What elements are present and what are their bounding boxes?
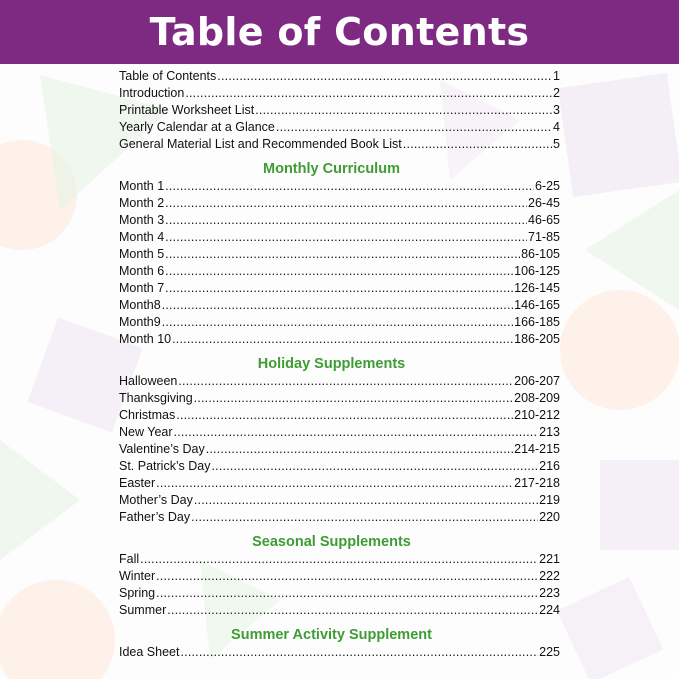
section-list-summer-activity-supplement	[119, 645, 560, 662]
toc-entry-page: 2	[553, 86, 560, 100]
dot-leader	[276, 120, 552, 134]
toc-entry-page: 221	[539, 552, 560, 566]
toc-entry[interactable]	[119, 569, 560, 586]
toc-entry-page: 223	[539, 586, 560, 600]
toc-entry-page: 46-65	[528, 213, 560, 227]
toc-entry-label: Month 4	[119, 230, 165, 244]
section-heading-summer-activity-supplement: Summer Activity Supplement	[231, 627, 432, 643]
title-banner	[0, 0, 679, 64]
toc-entry[interactable]	[119, 264, 560, 281]
toc-entry-label: Table of Contents	[119, 69, 217, 83]
toc-entry-label: Halloween	[119, 374, 178, 388]
toc-entry-page: 5	[553, 137, 560, 151]
toc-entry-label: Father’s Day	[119, 510, 191, 524]
dot-leader	[206, 442, 513, 456]
section-list-seasonal-supplements	[119, 552, 560, 620]
section-heading-monthly-curriculum: Monthly Curriculum	[263, 161, 400, 177]
toc-entry-page: 206-207	[514, 374, 560, 388]
dot-leader	[156, 586, 538, 600]
dot-leader	[178, 374, 513, 388]
toc-entry[interactable]	[119, 69, 560, 86]
toc-entry[interactable]	[119, 408, 560, 425]
toc-entry[interactable]	[119, 230, 560, 247]
toc-entry-label: Month9	[119, 315, 161, 329]
dot-leader	[165, 196, 527, 210]
toc-entry-page: 224	[539, 603, 560, 617]
toc-entry-label: Valentine’s Day	[119, 442, 205, 456]
dot-leader	[162, 298, 513, 312]
toc-entry-page: 213	[539, 425, 560, 439]
toc-entry-page: 26-45	[528, 196, 560, 210]
toc-entry[interactable]	[119, 137, 560, 154]
toc-entry-label: Mother’s Day	[119, 493, 193, 507]
toc-entry-page: 3	[553, 103, 560, 117]
toc-entry-label: Month 10	[119, 332, 172, 346]
dot-leader	[165, 247, 520, 261]
toc-entry-label: Thanksgiving	[119, 391, 193, 405]
toc-entry-page: 126-145	[514, 281, 560, 295]
toc-entry[interactable]	[119, 281, 560, 298]
section-heading-holiday-supplements: Holiday Supplements	[257, 356, 406, 372]
toc-entry[interactable]	[119, 391, 560, 408]
toc-entry[interactable]	[119, 510, 560, 527]
front-matter-list	[119, 69, 560, 154]
toc-entry[interactable]	[119, 374, 560, 391]
bg-square-shape	[557, 577, 663, 679]
toc-entry-label: St. Patrick’s Day	[119, 459, 211, 473]
toc-entry[interactable]	[119, 86, 560, 103]
toc-entry[interactable]	[119, 476, 560, 493]
toc-entry-label: Idea Sheet	[119, 645, 180, 659]
dot-leader	[174, 425, 539, 439]
toc-entry-label: Fall	[119, 552, 140, 566]
toc-entry-label: Winter	[119, 569, 156, 583]
toc-entry[interactable]	[119, 332, 560, 349]
dot-leader	[162, 315, 513, 329]
toc-entry-page: 217-218	[514, 476, 560, 490]
toc-entry-label: Christmas	[119, 408, 176, 422]
toc-entry[interactable]	[119, 442, 560, 459]
dot-leader	[194, 391, 513, 405]
dot-leader	[191, 510, 538, 524]
toc-entry-label: Introduction	[119, 86, 185, 100]
toc-entry[interactable]	[119, 586, 560, 603]
toc-entry-page: 210-212	[514, 408, 560, 422]
toc-entry-page: 71-85	[528, 230, 560, 244]
toc-entry-label: Month 7	[119, 281, 165, 295]
dot-leader	[185, 86, 552, 100]
toc-entry-page: 4	[553, 120, 560, 134]
toc-entry-label: Month 6	[119, 264, 165, 278]
bg-circle-shape	[560, 290, 679, 410]
toc-entry-page: 219	[539, 493, 560, 507]
toc-entry-page: 86-105	[521, 247, 560, 261]
toc-entry[interactable]	[119, 298, 560, 315]
dot-leader	[194, 493, 538, 507]
dot-leader	[403, 137, 552, 151]
dot-leader	[165, 179, 534, 193]
toc-entry[interactable]	[119, 645, 560, 662]
bg-circle-shape	[0, 580, 115, 679]
toc-entry[interactable]	[119, 120, 560, 137]
toc-entry[interactable]	[119, 247, 560, 264]
toc-entry-page: 220	[539, 510, 560, 524]
toc-entry-label: Month 2	[119, 196, 165, 210]
dot-leader	[156, 476, 513, 490]
dot-leader	[165, 230, 527, 244]
dot-leader	[176, 408, 513, 422]
table-of-contents	[119, 69, 560, 662]
section-list-monthly-curriculum	[119, 179, 560, 349]
toc-entry-page: 106-125	[514, 264, 560, 278]
toc-entry-page: 208-209	[514, 391, 560, 405]
dot-leader	[156, 569, 538, 583]
toc-entry-page: 1	[553, 69, 560, 83]
page-title: Table of Contents	[149, 10, 530, 54]
toc-entry[interactable]	[119, 213, 560, 230]
toc-entry[interactable]	[119, 552, 560, 569]
dot-leader	[165, 281, 513, 295]
toc-entry[interactable]	[119, 315, 560, 332]
toc-entry-label: Summer	[119, 603, 167, 617]
toc-entry[interactable]	[119, 425, 560, 442]
toc-entry-page: 214-215	[514, 442, 560, 456]
dot-leader	[180, 645, 538, 659]
bg-square-shape	[558, 73, 679, 197]
toc-entry-label: Month 1	[119, 179, 165, 193]
dot-leader	[211, 459, 538, 473]
dot-leader	[165, 213, 527, 227]
toc-entry-page: 186-205	[514, 332, 560, 346]
toc-entry-page: 225	[539, 645, 560, 659]
toc-entry-label: Easter	[119, 476, 156, 490]
toc-entry-label: General Material List and Recommended Book List	[119, 137, 402, 151]
toc-entry[interactable]	[119, 103, 560, 120]
toc-entry-page: 146-165	[514, 298, 560, 312]
toc-entry-page: 166-185	[514, 315, 560, 329]
dot-leader	[167, 603, 538, 617]
toc-entry[interactable]	[119, 459, 560, 476]
dot-leader	[165, 264, 513, 278]
toc-entry-label: Spring	[119, 586, 156, 600]
toc-entry[interactable]	[119, 179, 560, 196]
bg-triangle-shape	[0, 440, 80, 560]
dot-leader	[255, 103, 552, 117]
section-heading-seasonal-supplements: Seasonal Supplements	[252, 534, 411, 550]
toc-entry-page: 216	[539, 459, 560, 473]
toc-entry[interactable]	[119, 196, 560, 213]
dot-leader	[140, 552, 538, 566]
toc-entry[interactable]	[119, 493, 560, 510]
toc-entry-label: Printable Worksheet List	[119, 103, 255, 117]
toc-entry[interactable]	[119, 603, 560, 620]
section-list-holiday-supplements	[119, 374, 560, 527]
toc-entry-page: 222	[539, 569, 560, 583]
toc-entry-label: Month 5	[119, 247, 165, 261]
toc-entry-label: New Year	[119, 425, 173, 439]
dot-leader	[217, 69, 552, 83]
bg-square-shape	[600, 460, 679, 550]
toc-entry-page: 6-25	[534, 179, 560, 193]
dot-leader	[172, 332, 513, 346]
toc-entry-label: Yearly Calendar at a Glance	[119, 120, 275, 134]
toc-entry-label: Month8	[119, 298, 161, 312]
toc-entry-label: Month 3	[119, 213, 165, 227]
